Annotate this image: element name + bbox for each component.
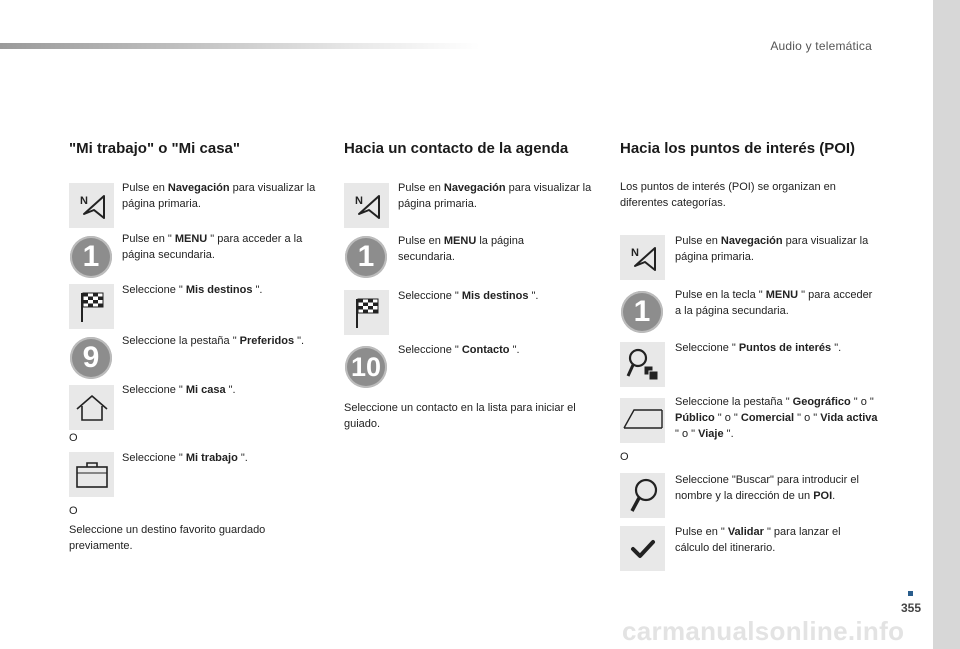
or-separator: O: [620, 451, 629, 463]
col3-step-poi: Seleccione " Puntos de interés ".: [675, 342, 842, 354]
col3-step-navigation: Pulse en Navegación para visualizar la página primaria.: [675, 235, 869, 263]
col1-step-navigation: Pulse en Navegación para visualizar la página primaria.: [122, 182, 316, 210]
navigation-arrow-icon: [74, 188, 110, 224]
col2-step-mis-destinos: Seleccione " Mis destinos ".: [398, 290, 539, 302]
validate-icon-tile: [620, 526, 665, 571]
page-number: 355: [901, 601, 922, 615]
step-badge-10: 10: [345, 346, 387, 388]
poi-icon-tile: [620, 342, 665, 387]
col2-heading: Hacia un contacto de la agenda: [344, 140, 569, 157]
col3-intro: Los puntos de interés (POI) se organizan en diferentes categorías.: [620, 181, 836, 209]
page-marker: [908, 591, 913, 596]
checkered-flag-icon: [77, 290, 107, 324]
navigation-arrow-icon: [349, 188, 385, 224]
col1-step-mi-casa: Seleccione " Mi casa ".: [122, 384, 236, 396]
col3-step-menu: Pulse en la tecla " MENU " para acceder a la página secundaria.: [675, 289, 873, 317]
header-rule: [0, 43, 480, 49]
col3-step-tabs: Seleccione la pestaña " Geográfico " o " Público " o " Comercial " o " Vida activa " o " Viaje ".: [675, 396, 878, 440]
step-badge-1: 1: [621, 291, 663, 333]
col2-contact-note: Seleccione un contacto en la lista para iniciar el guiado.: [344, 402, 576, 430]
col1-step-preferidos: Seleccione la pestaña " Preferidos ".: [122, 335, 305, 347]
or-separator: O: [69, 505, 78, 517]
col1-step-mi-trabajo: Seleccione " Mi trabajo ".: [122, 452, 248, 464]
step-badge-1: 1: [345, 236, 387, 278]
right-margin-bar: [933, 0, 960, 649]
svg-text:N: N: [630, 246, 639, 259]
col3-step-search: Seleccione "Buscar" para introducir el nombre y la dirección de un POI.: [675, 474, 859, 502]
navigation-icon-tile: [344, 183, 389, 228]
step-badge-1: 1: [70, 236, 112, 278]
section-title: Audio y telemática: [770, 39, 872, 53]
col3-heading: Hacia los puntos de interés (POI): [620, 140, 856, 157]
flag-icon-tile: [69, 284, 114, 329]
col2-step-menu: Pulse en MENU la página secundaria.: [398, 235, 524, 263]
poi-search-icon: [624, 346, 662, 384]
watermark: carmanualsonline.info: [622, 616, 905, 646]
col1-step-mis-destinos: Seleccione " Mis destinos ".: [122, 284, 263, 296]
briefcase-icon-tile: [69, 452, 114, 497]
home-icon: [74, 392, 110, 424]
search-icon: [626, 477, 660, 515]
briefcase-icon: [74, 460, 110, 490]
svg-text:N: N: [79, 194, 88, 207]
col2-step-contacto: Seleccione " Contacto ".: [398, 344, 520, 356]
search-icon-tile: [620, 473, 665, 518]
navigation-arrow-icon: [625, 240, 661, 276]
col1-heading: "Mi trabajo" o "Mi casa": [69, 140, 240, 157]
checkered-flag-icon: [352, 296, 382, 330]
svg-text:N: N: [354, 194, 363, 207]
step-badge-9: 9: [70, 337, 112, 379]
tabs-icon-tile: [620, 398, 665, 443]
navigation-icon-tile: [69, 183, 114, 228]
col1-favorite-note: Seleccione un destino favorito guardado previamente.: [69, 524, 266, 552]
home-icon-tile: [69, 385, 114, 430]
navigation-icon-tile: [620, 235, 665, 280]
flag-icon-tile: [344, 290, 389, 335]
category-tabs-icon: [622, 406, 664, 436]
col3-step-validar: Pulse en " Validar " para lanzar el cálculo del itinerario.: [675, 526, 841, 554]
check-icon: [629, 537, 657, 561]
col2-step-navigation: Pulse en Navegación para visualizar la página primaria.: [398, 182, 592, 210]
col1-step-menu: Pulse en " MENU " para acceder a la página secundaria.: [122, 233, 303, 261]
or-separator: O: [69, 432, 78, 444]
